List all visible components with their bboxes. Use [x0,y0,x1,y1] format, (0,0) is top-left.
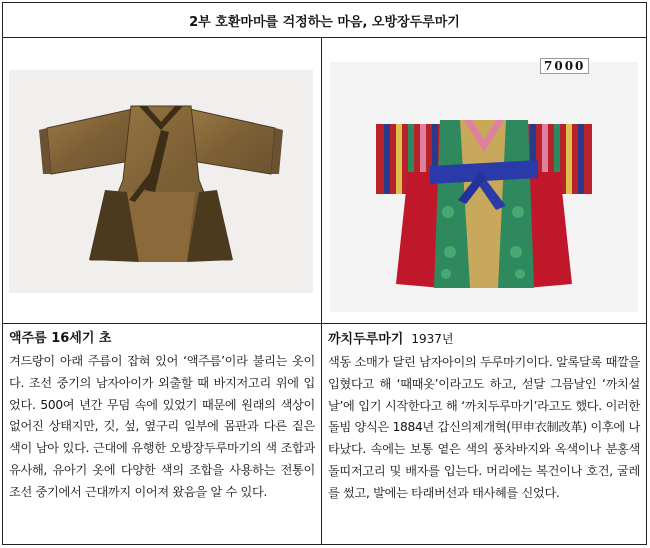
page-title: 2부 호환마마를 걱정하는 마음, 오방장두루마기 [3,3,646,38]
kkachi-durumagi-photo [330,62,638,312]
right-text-cell [322,325,646,544]
left-heading: 액주름 16세기 초 [9,331,112,346]
right-image-cell [322,38,646,323]
kkachi-durumagi-illustration [330,62,638,312]
document-table [2,2,647,545]
right-description: 색동 소매가 달린 남자아이의 두루마기이다. 알록달록 때깔을 입혔다고 해 ‘때때옷’이라고도 하고, 섣달 그믐날인 ‘까치설날’에 입기 시작한다고 해 ‘까치두루마기’라고도 했다. 이러한 돌빔 양식은 1884년 갑신의제개혁(甲申衣制改革) 이후에 나타났다. 속에는 보통 옅은 색의 풍차바지와 옥색이나 분홍색 돌띠저고리 및 배자를 입는다. 머리에는 복건이나 호건, 굴레를 썼고, 발에는 타래버선과 태사혜를 신었다. [328,355,640,500]
left-text-cell [3,325,321,544]
catalog-number-tag: 7000 [540,58,589,74]
left-image-cell [3,38,321,323]
aekjureum-robe-illustration [9,70,313,293]
right-heading: 까치두루마기 [328,332,404,347]
right-heading-row [328,329,640,350]
row-divider [3,323,646,324]
right-year: 1937년 [411,332,454,346]
aekjureum-robe-photo [9,70,313,293]
left-description: 겨드랑이 아래 주름이 잡혀 있어 ‘액주름’이라 불리는 옷이다. 조선 중기의 남자아이가 외출할 때 바지저고리 위에 입었다. 500여 년간 무덤 속에 있었기 때문에 원래의 색상이 없어진 상태지만, 깃, 섶, 옆구리 일부에 몸판과 다른 짙은 색이 남아 있다. 근대에 유행한 오방장두루마기의 색 조합과 유사해, 유아기 옷에 다양한 색의 조합을 사용하는 전통이 조선 중기에서 근대까지 이어져 왔음을 알 수 있다. [9,354,315,499]
